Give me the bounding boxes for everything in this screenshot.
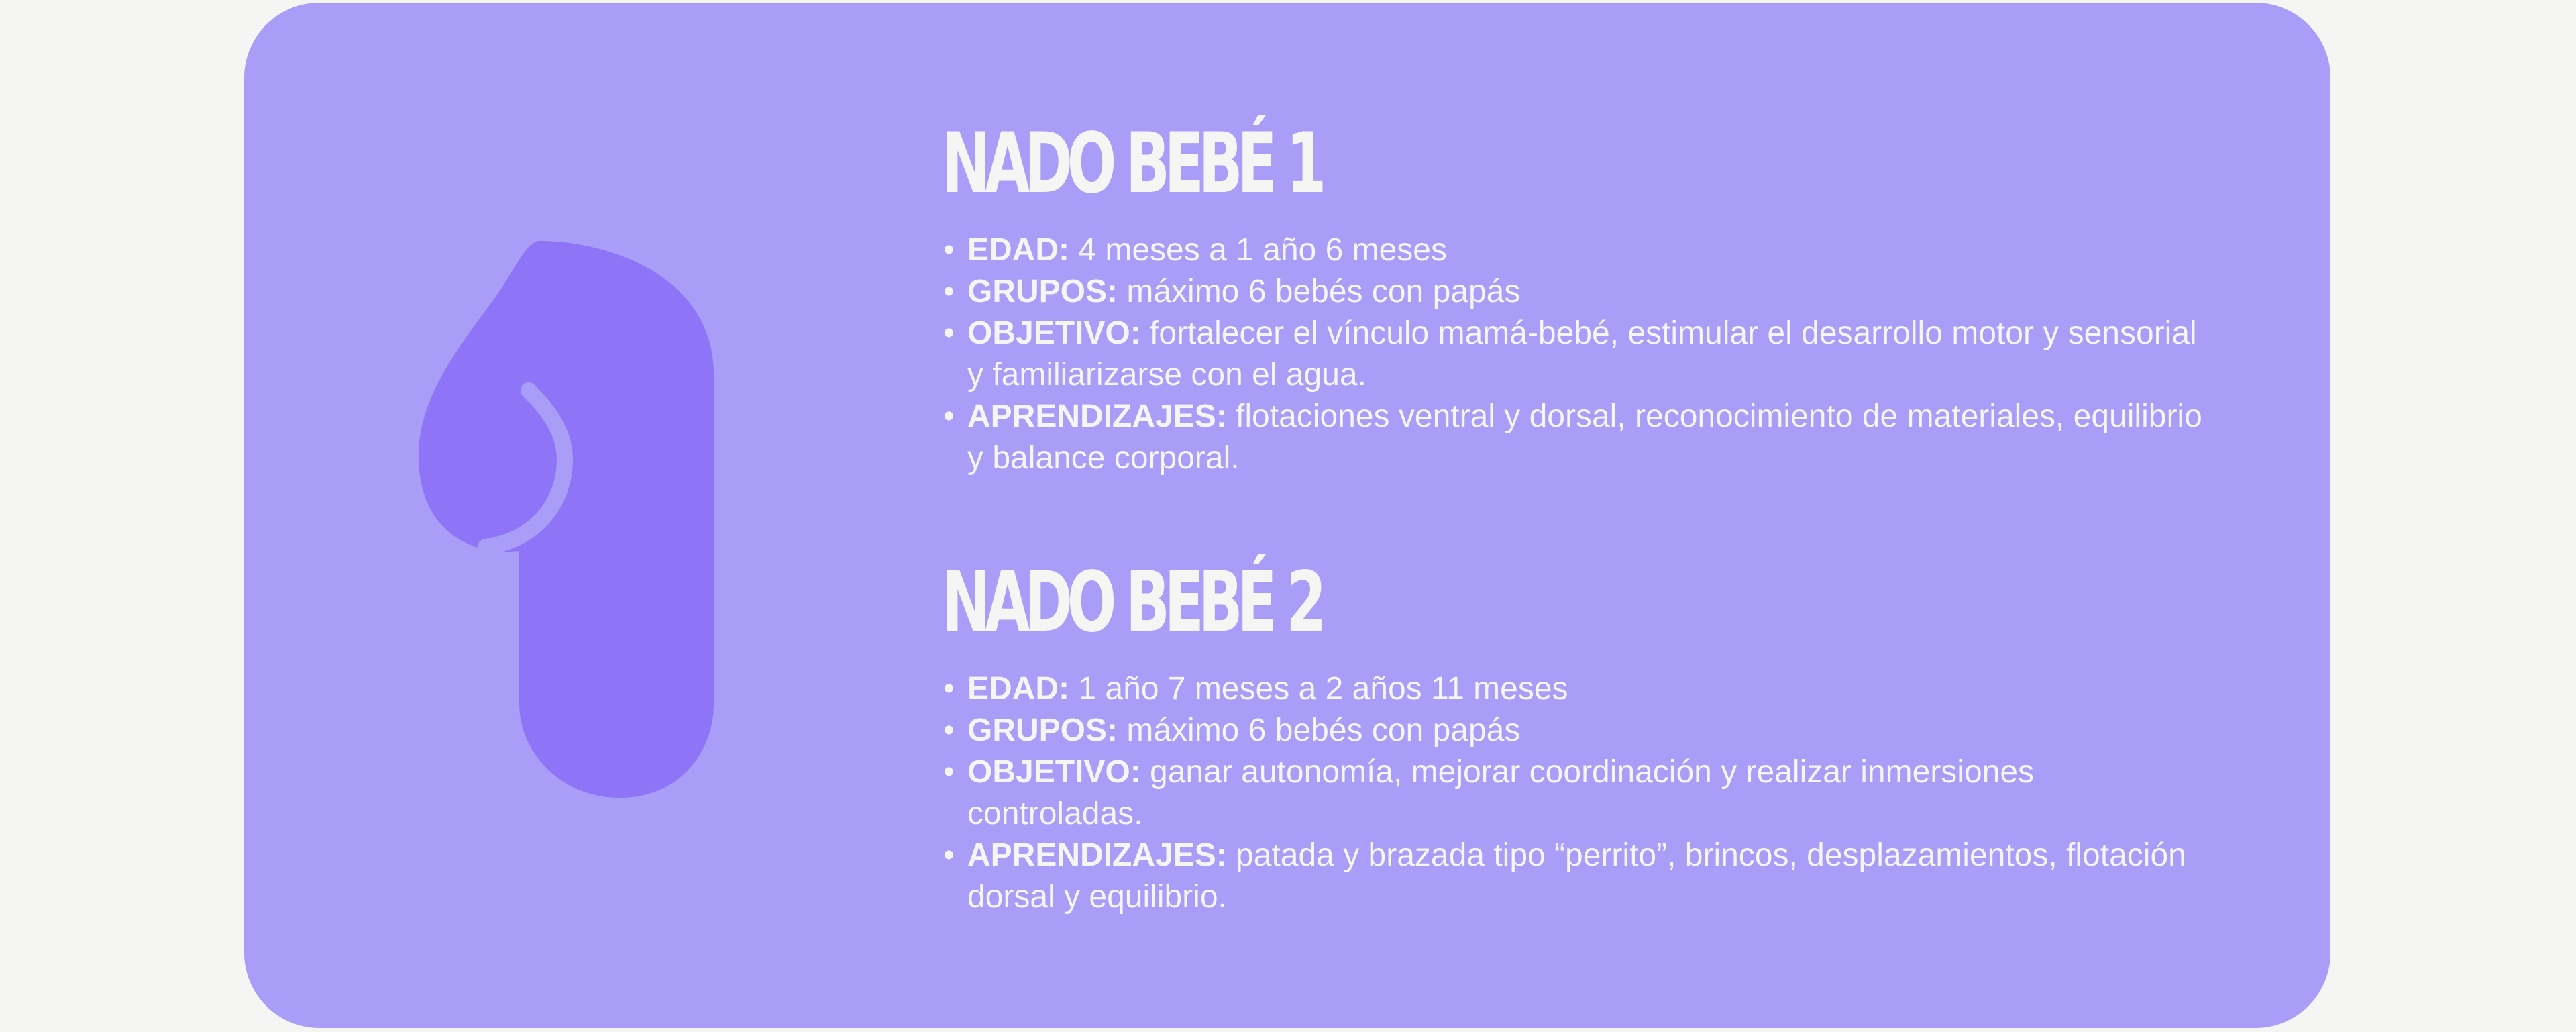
detail-text: flotaciones ventral y dorsal, reconocimiento de materiales, equilibrio y balance corporal. xyxy=(967,399,2202,476)
detail-label: EDAD: xyxy=(967,671,1069,707)
detail-item-edad xyxy=(942,229,2216,271)
detail-text: máximo 6 bebés con papás xyxy=(1118,274,1521,309)
bullet-glyph: • xyxy=(943,713,955,748)
program-card xyxy=(244,3,2330,1028)
detail-text: patada y brazada tipo “perrito”, brincos, desplazamientos, flotación dorsal y equilibrio. xyxy=(967,837,2186,915)
bullet-glyph: • xyxy=(943,671,955,707)
bullet-glyph: • xyxy=(943,399,955,434)
detail-label: EDAD: xyxy=(967,232,1069,268)
section-nado-bebe-1 xyxy=(942,115,2216,479)
detail-text: ganar autonomía, mejorar coordinación y realizar inmersiones controladas. xyxy=(967,754,2035,831)
detail-item-grupos xyxy=(942,710,2216,752)
detail-item-aprendizajes xyxy=(942,835,2216,918)
detail-item-grupos xyxy=(942,271,2216,313)
detail-text: 4 meses a 1 año 6 meses xyxy=(1069,232,1447,268)
bullet-glyph: • xyxy=(943,274,955,309)
detail-list xyxy=(942,668,2216,918)
section-title: NADO BEBÉ 2 xyxy=(942,554,1322,651)
bullet-glyph: • xyxy=(943,837,955,873)
detail-item-aprendizajes xyxy=(942,396,2216,479)
detail-text: fortalecer el vínculo mamá-bebé, estimular el desarrollo motor y sensorial y familiarizarse con el agua. xyxy=(967,315,2197,393)
bullet-glyph: • xyxy=(943,315,955,351)
bullet-glyph: • xyxy=(943,232,955,268)
detail-list xyxy=(942,229,2216,479)
detail-label: GRUPOS: xyxy=(967,274,1118,309)
detail-item-objetivo xyxy=(942,752,2216,835)
section-nado-bebe-2 xyxy=(942,554,2216,918)
detail-item-edad xyxy=(942,668,2216,710)
detail-label: APRENDIZAJES: xyxy=(967,399,1227,434)
detail-label: GRUPOS: xyxy=(967,713,1118,748)
detail-label: OBJETIVO: xyxy=(967,315,1141,351)
detail-label: APRENDIZAJES: xyxy=(967,837,1227,873)
number-one-icon xyxy=(419,241,727,798)
detail-text: máximo 6 bebés con papás xyxy=(1118,713,1521,748)
detail-text: 1 año 7 meses a 2 años 11 meses xyxy=(1069,671,1568,707)
detail-item-objetivo xyxy=(942,313,2216,396)
bullet-glyph: • xyxy=(943,754,955,790)
section-title: NADO BEBÉ 1 xyxy=(942,115,1322,212)
detail-label: OBJETIVO: xyxy=(967,754,1141,790)
